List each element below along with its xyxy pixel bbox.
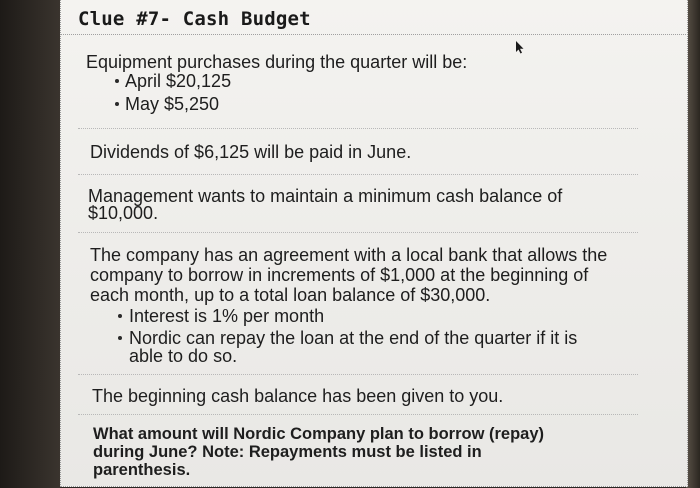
beginning-balance-text: The beginning cash balance has been given to you.: [92, 386, 504, 406]
bullet-dot: [115, 102, 119, 106]
question-line-2: during June? Note: Repayments must be listed in: [93, 443, 482, 461]
title-divider: [60, 34, 686, 35]
section-divider: [78, 128, 638, 129]
loan-bullet-repay-2: able to do so.: [129, 346, 238, 366]
page-title: Clue #7- Cash Budget: [78, 8, 311, 30]
section-divider: [78, 414, 638, 415]
section-divider: [78, 374, 638, 375]
dividends-text: Dividends of $6,125 will be paid in June.: [90, 142, 412, 162]
mouse-cursor-icon: [515, 40, 525, 54]
bullet-dot: [115, 79, 119, 83]
question-line-3: parenthesis.: [93, 461, 191, 479]
equipment-intro: Equipment purchases during the quarter will be:: [86, 52, 468, 72]
loan-bullet-interest: Interest is 1% per month: [129, 306, 325, 326]
question-line-1: What amount will Nordic Company plan to borrow (repay): [93, 425, 545, 443]
loan-line-1: The company has an agreement with a local bank that allows the: [90, 245, 608, 265]
equipment-item-may: May $5,250: [125, 94, 220, 114]
bullet-dot: [118, 314, 122, 318]
loan-line-3: each month, up to a total loan balance of $30,000.: [90, 285, 491, 305]
background-right: [686, 0, 700, 488]
management-line-1: Management wants to maintain a minimum cash balance of: [88, 186, 563, 206]
management-line-2: $10,000.: [88, 203, 159, 223]
bullet-dot: [118, 336, 122, 340]
background-left: [0, 0, 60, 488]
equipment-item-april: April $20,125: [125, 71, 232, 91]
loan-bullet-repay-1: Nordic can repay the loan at the end of the quarter if it is: [129, 328, 578, 348]
loan-line-2: company to borrow in increments of $1,000 at the beginning of: [90, 265, 589, 285]
section-divider: [78, 232, 638, 233]
section-divider: [78, 174, 638, 175]
